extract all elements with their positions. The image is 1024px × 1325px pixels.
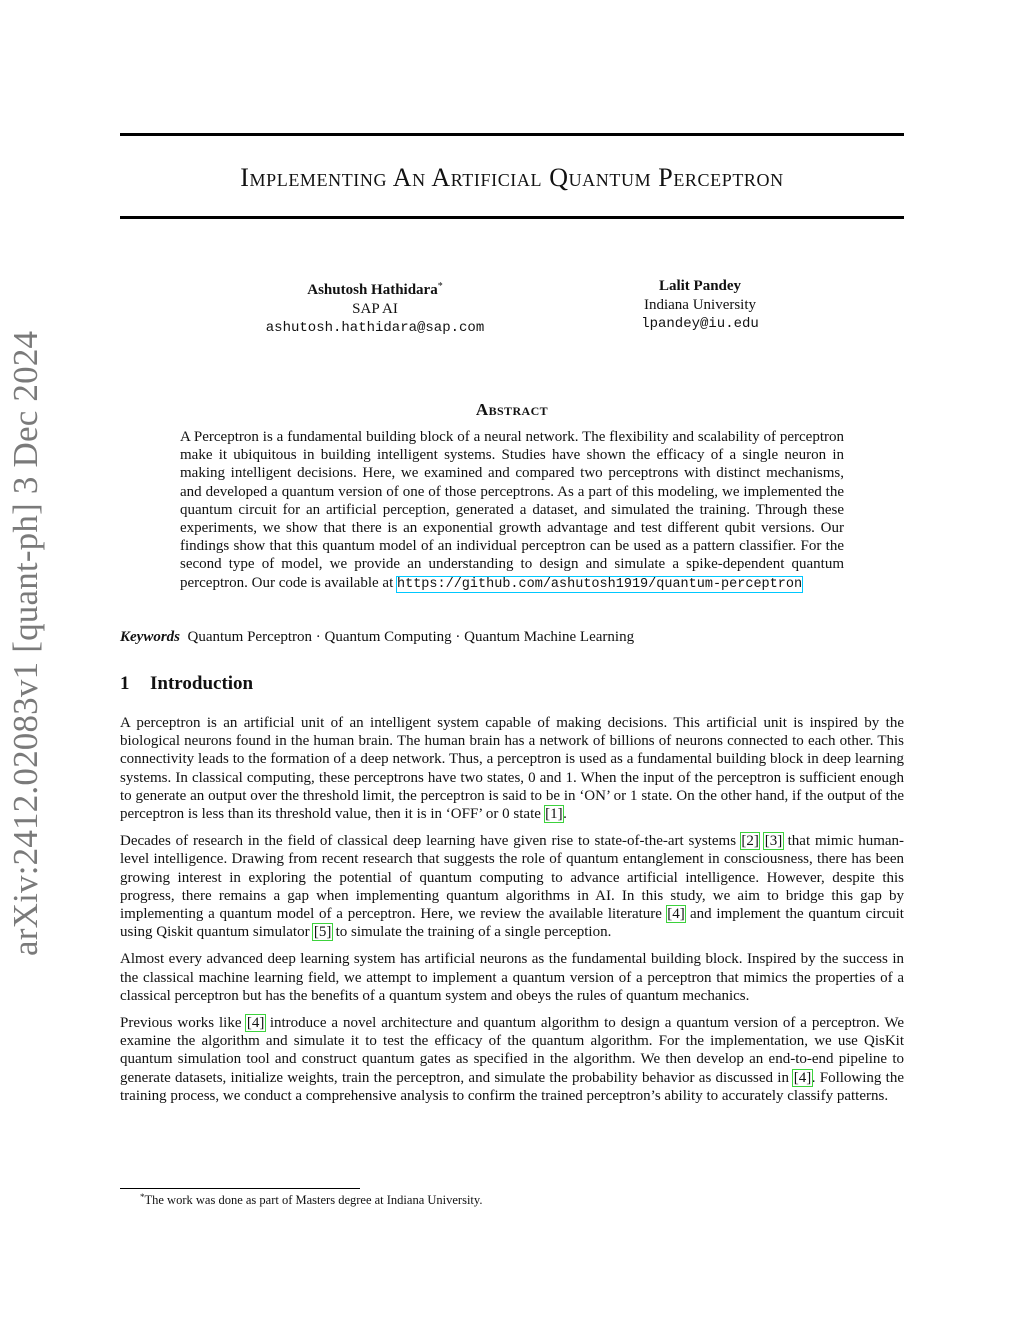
keywords-list: Quantum Perceptron · Quantum Computing · Quantum Machine Learning — [187, 629, 635, 645]
citation-link[interactable]: [1] — [545, 806, 563, 823]
paragraph-1 — [120, 714, 904, 823]
paragraph-text: that mimic human-level intelligence. Drawing from recent research that suggests the role of quantum entanglement in consciousness, there has been growing interest in exploring the potential of quantum computing to advance artificial intelligence. However, despite this progress, there remains a gap when implementing quantum algorithms in AI. In this study, we aim to bridge this gap by implementing a quantum model of a perceptron. Here, we review the available literature — [120, 833, 905, 923]
footnote — [140, 1192, 482, 1208]
paper-title: Implementing An Artificial Quantum Perceptron — [240, 163, 784, 192]
author-affiliation: Indiana University — [643, 297, 757, 313]
paragraph-3 — [120, 950, 904, 1005]
author-email: ashutosh.hathidara@sap.com — [265, 320, 485, 336]
paragraph-text: and implement the quantum circuit using Qiskit quantum simulator — [120, 906, 904, 941]
author-block-1 — [235, 277, 515, 338]
footnote-marker: * — [437, 281, 443, 292]
abstract-text: A Perceptron is a fundamental building block of a neural network. The flexibility and scalability of perceptron make it ubiquitous in building intelligent systems. Studies have shown the efficacy of a single neuron in making intelligent decisions. Here, we examined and compared two perceptrons with distinct mechanisms, and developed a quantum version of one of those perceptrons. As a part of this modeling, we implemented the quantum circuit for an artificial perception, generated a dataset, and simulated the training. Through these experiments, we show that there is an exponential growth advantage and test different qubit versions. Our findings show that this quantum model of an individual perceptron can be used as a pattern classifier. For the second type of model, we provide an understanding to design and simulate a spike-dependent quantum perceptron. Our code is available at — [180, 429, 844, 591]
paragraph-text: . — [563, 806, 567, 823]
title-top-rule — [120, 133, 904, 136]
author-block-2 — [580, 277, 820, 334]
section-number: 1 — [120, 673, 130, 694]
arxiv-identifier-stamp: arXiv:2412.02083v1 [quant-ph] 3 Dec 2024 — [6, 330, 45, 956]
citation-link[interactable]: [4] — [793, 1069, 812, 1086]
keywords-label: Keywords — [120, 629, 180, 645]
paragraph-text: Almost every advanced deep learning system has artificial neurons as the fundamental building block. Inspired by the success in the classical machine learning field, we attempt to implement a quantum version of a perceptron that mimics the properties of a classical perceptron but has the benefits of a quantum system and obeys the rules of quantum mechanics. — [120, 951, 904, 1004]
citation-link[interactable]: [4] — [667, 906, 685, 923]
footnote-text: The work was done as part of Masters degree at Indiana University. — [144, 1193, 483, 1207]
citation-link[interactable]: [3] — [764, 833, 783, 850]
author-affiliation: SAP AI — [352, 301, 398, 317]
paragraph-text: Previous works like — [120, 1015, 247, 1032]
paragraph-2 — [120, 832, 904, 941]
title-bottom-rule — [120, 216, 904, 219]
author-name: Lalit Pandey — [658, 278, 742, 294]
citation-link[interactable]: [2] — [741, 833, 759, 850]
paragraph-text: to simulate the training of a single perception. — [331, 924, 612, 941]
paragraph-4 — [120, 1014, 904, 1105]
author-email: lpandey@iu.edu — [641, 316, 759, 332]
introduction-body — [120, 714, 904, 1114]
code-repository-link[interactable]: https://github.com/ashutosh1919/quantum-perceptron — [397, 576, 803, 592]
keywords-line — [120, 629, 904, 646]
author-name: Ashutosh Hathidara — [307, 282, 438, 298]
section-title: Introduction — [150, 673, 254, 694]
paragraph-text: introduce a novel architecture and quantum algorithm to design a quantum version of a perceptron. We examine the algorithm and simulate it to test the efficacy of the quantum algorithm. For the implementation, we use QisKit quantum simulation tool and construct quantum gates as specified in the algorithm. We then develop an end-to-end pipeline to generate datasets, initialize weights, train the perceptron, and simulate the probability behavior as discussed in — [120, 1015, 904, 1086]
abstract-heading: Abstract — [475, 400, 549, 419]
citation-link[interactable]: [4] — [246, 1015, 265, 1032]
section-heading-introduction — [120, 673, 253, 695]
footnote-rule — [120, 1188, 360, 1189]
paragraph-text: . Following the training process, we conduct a comprehensive analysis to confirm the trained perceptron’s ability to accurately classify patterns. — [120, 1069, 904, 1104]
paragraph-text: A perceptron is an artificial unit of an intelligent system capable of making decisions. This artificial unit is inspired by the biological neurons found in the human brain. The human brain has a network of billions of neurons connected to each other. This connectivity leads to the formation of a deep network. Thus, a perceptron is used as a fundamental building block in deep learning systems. In classical computing, these perceptrons have two states, 0 and 1. When the input of the perceptron is sufficient enough to generate an output over the threshold limit, the perceptron is said to be in ‘ON’ or 1 state. On the other hand, if the output of the perceptron is less than its threshold value, then it is in ‘OFF’ or 0 state — [120, 715, 904, 823]
paragraph-text: Decades of research in the field of classical deep learning have given rise to state-of-the-art systems — [120, 833, 741, 850]
citation-link[interactable]: [5] — [313, 924, 332, 941]
footnote-marker: * — [140, 1192, 145, 1202]
abstract-body — [180, 428, 844, 594]
